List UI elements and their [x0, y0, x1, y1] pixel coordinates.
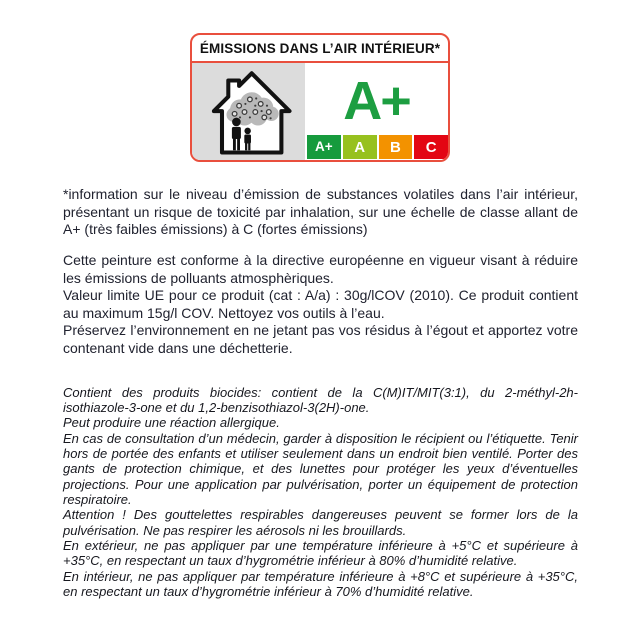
warnings-section: [63, 385, 578, 600]
air-quality-label: [190, 33, 450, 162]
house-pictogram: [192, 63, 305, 160]
regulatory-text-block: [63, 186, 578, 599]
label-title: ÉMISSIONS DANS L’AIR INTÉRIEUR*: [192, 35, 448, 63]
scale-grade-a-plus: A+: [307, 135, 341, 159]
interior-conditions-paragraph: En intérieur, ne pas appliquer par température inférieure à +8°C et supérieure à +35°C, en respectant un taux d’hygrométrie inférieur à 70% d’humidité relative.: [63, 568, 578, 599]
label-body: [192, 63, 448, 160]
compliance-paragraph: Cette peinture est conforme à la directive européenne en vigueur visant à réduire les émissions de polluants atmosphèriques.: [63, 251, 578, 286]
scale-grade-b: B: [379, 135, 413, 159]
rating-scale: [305, 135, 448, 160]
compliance-section: [63, 252, 578, 358]
rating-cell: [305, 63, 448, 160]
house-emissions-icon: [203, 67, 295, 157]
scale-grade-a: A: [343, 135, 377, 159]
spray-warning-paragraph: Attention ! Des gouttelettes respirables dangereuses peuvent se former lors de la pulvérisation. Ne pas respirer les aérosols ni les brouillards.: [63, 507, 578, 538]
rating-value: A+: [343, 70, 410, 131]
biocides-paragraph: Contient des produits biocides: contient de la C(M)IT/MIT(3:1), du 2-méthyl-2h-isothiazole-3-one et du 1,2-benzisothiazol-3(2H)-one.: [63, 384, 578, 415]
environment-paragraph: Préservez l’environnement en ne jetant pas vos résidus à l’égout et apportez votre contenant vide dans une déchetterie.: [63, 322, 578, 356]
exterior-conditions-paragraph: En extérieur, ne pas appliquer par une température inférieure à +5°C et supérieure à +35°C, en respectant un taux d’hygrométrie inférieur à 80% d’humidité relative.: [63, 537, 578, 569]
allergy-paragraph: Peut produire une réaction allergique.: [63, 415, 280, 431]
scale-grade-c: C: [414, 135, 448, 159]
footnote-paragraph: *information sur le niveau d’émission de substances volatiles dans l’air intérieur, présentant un risque de toxicité par inhalation, sur une échelle de classe allant de A+ (très faibles émissions) à C (fortes émissions): [63, 186, 578, 238]
voc-limit-paragraph: Valeur limite UE pour ce produit (cat : A/a) : 30g/lCOV (2010). Ce produit contient au maximum 15g/l COV. Nettoyez vos outils à l’eau.: [63, 287, 578, 321]
safety-advice-paragraph: En cas de consultation d’un médecin, garder à disposition le récipient ou l’étiquette. Tenir hors de portée des enfants et utiliser seulement dans un endroit bien ventilé. Porter des gants de protection chimique, et des lunettes pour protéger les yeux d’éventuelles projections. Pour une application par pulvérisation, porter un équipement de protection respiratoire.: [63, 430, 578, 507]
